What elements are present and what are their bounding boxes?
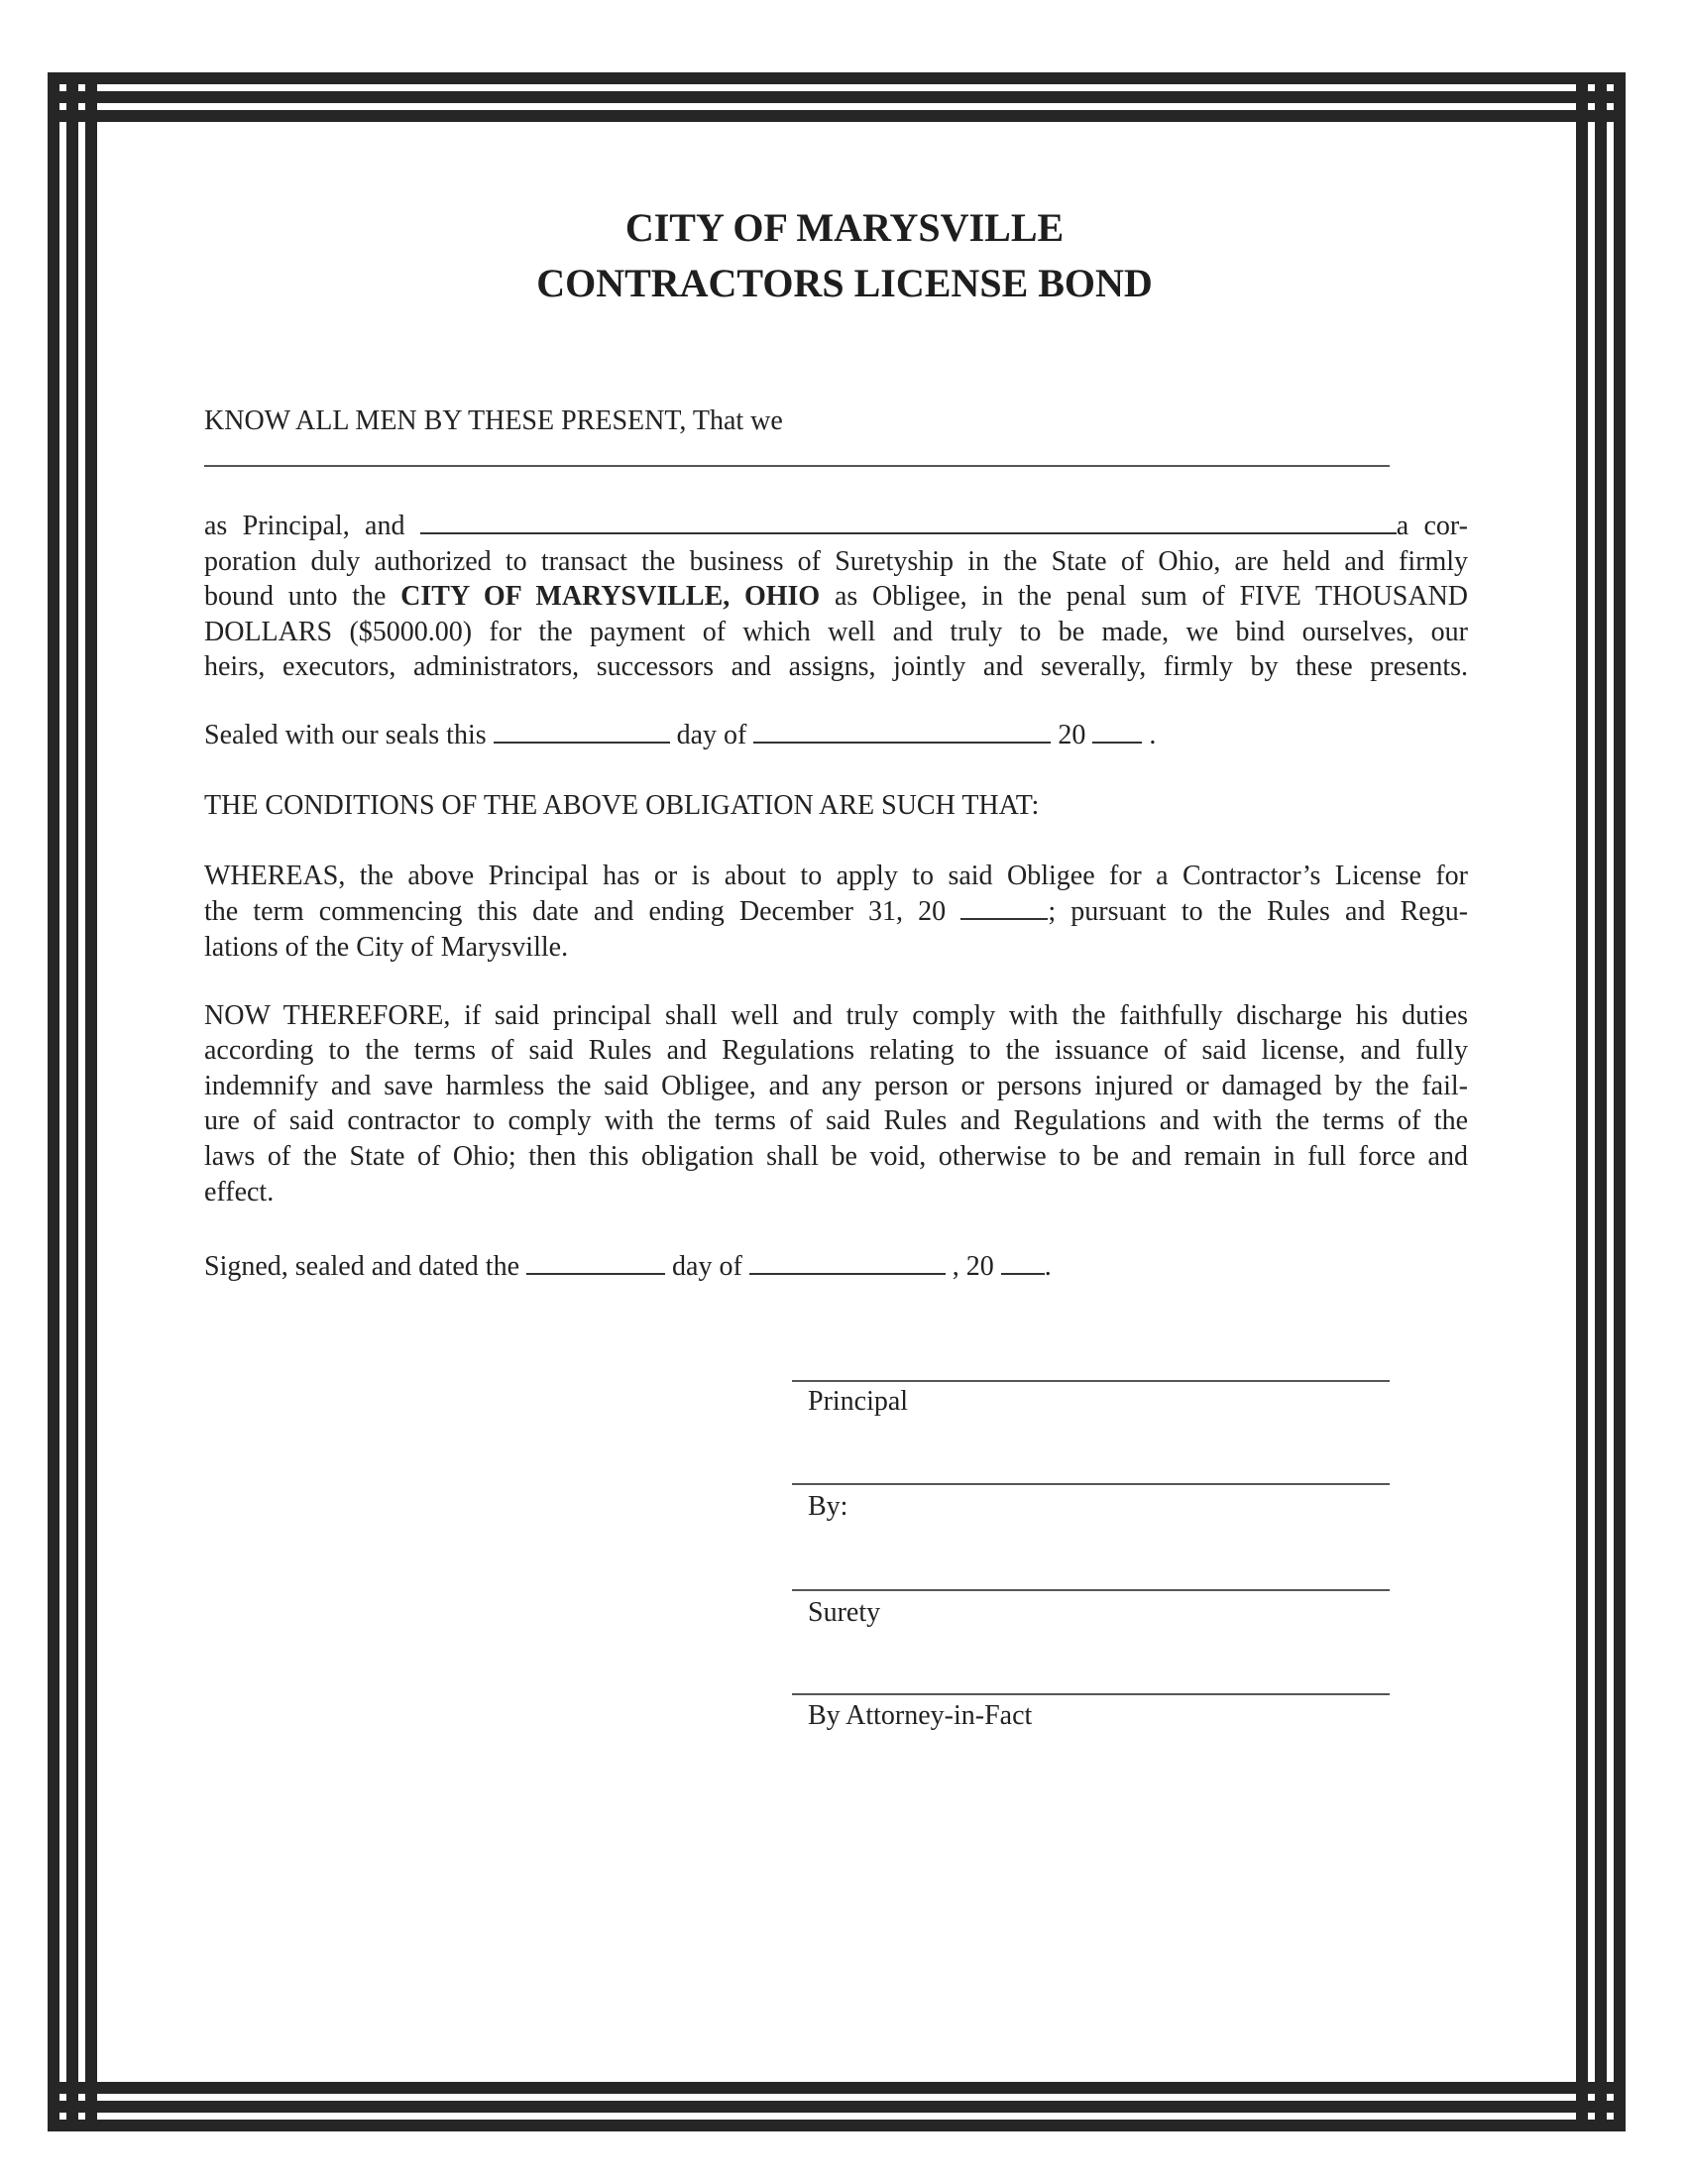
sealed-day-blank[interactable] bbox=[494, 741, 670, 744]
by-signature-line[interactable] bbox=[792, 1483, 1390, 1485]
by-label: By: bbox=[808, 1491, 848, 1522]
now-therefore-line: ure of said contractor to comply with the terms of said Rules and Regulations and with the terms of the bbox=[204, 1105, 1468, 1136]
principal-label: Principal bbox=[808, 1386, 909, 1417]
sealed-month-blank[interactable] bbox=[753, 741, 1051, 744]
title-bond: CONTRACTORS LICENSE BOND bbox=[536, 261, 1153, 305]
whereas-line: lations of the City of Marysville. bbox=[204, 932, 569, 963]
signed-year-blank[interactable] bbox=[1001, 1272, 1045, 1275]
now-therefore-line: laws of the State of Ohio; then this obligation shall be void, otherwise to be and remain in full force and bbox=[204, 1141, 1468, 1172]
attorney-in-fact-label: By Attorney-in-Fact bbox=[808, 1700, 1033, 1731]
principal-name-line[interactable] bbox=[204, 465, 1390, 467]
surety-name-blank[interactable] bbox=[420, 531, 1397, 534]
now-therefore-line: indemnify and save harmless the said Obligee, and any person or persons injured or damaged by the fail- bbox=[204, 1071, 1468, 1101]
paragraph-line: poration duly authorized to transact the business of Suretyship in the State of Ohio, are held and firmly bbox=[204, 546, 1468, 577]
whereas-line: the term commencing this date and ending December 31, 20 ; pursuant to the Rules and Regu- bbox=[204, 896, 1469, 927]
know-all-men: KNOW ALL MEN BY THESE PRESENT, That we bbox=[204, 405, 783, 436]
whereas-line: WHEREAS, the above Principal has or is about to apply to said Obligee for a Contractor’s License for bbox=[204, 861, 1468, 891]
signed-month-blank[interactable] bbox=[749, 1272, 946, 1275]
surety-label: Surety bbox=[808, 1597, 881, 1628]
sealed-line: Sealed with our seals this day of 20 . bbox=[204, 720, 1157, 750]
surety-signature-line[interactable] bbox=[792, 1589, 1390, 1591]
now-therefore-line: NOW THEREFORE, if said principal shall well and truly comply with the faithfully discharge his duties bbox=[204, 1000, 1468, 1031]
term-year-blank[interactable] bbox=[960, 917, 1048, 920]
signed-day-blank[interactable] bbox=[526, 1272, 665, 1275]
sealed-year-blank[interactable] bbox=[1092, 741, 1142, 744]
paragraph-line: bound unto the CITY OF MARYSVILLE, OHIO as Obligee, in the penal sum of FIVE THOUSAND bbox=[204, 581, 1469, 612]
principal-signature-line[interactable] bbox=[792, 1380, 1390, 1382]
title-city: CITY OF MARYSVILLE bbox=[624, 205, 1065, 250]
now-therefore-line: effect. bbox=[204, 1177, 275, 1207]
paragraph-line: DOLLARS ($5000.00) for the payment of which well and truly to be made, we bind ourselves, our bbox=[204, 617, 1468, 647]
signed-line: Signed, sealed and dated the day of , 20 . bbox=[204, 1251, 1052, 1282]
paragraph-line: heirs, executors, administrators, successors and assigns, jointly and severally, firmly by these presents. bbox=[204, 651, 1468, 682]
paragraph-line: as Principal, and a cor- bbox=[204, 511, 1469, 541]
conditions-heading: THE CONDITIONS OF THE ABOVE OBLIGATION ARE SUCH THAT: bbox=[204, 790, 1040, 821]
attorney-signature-line[interactable] bbox=[792, 1693, 1390, 1695]
now-therefore-line: according to the terms of said Rules and Regulations relating to the issuance of said license, and fully bbox=[204, 1035, 1468, 1066]
